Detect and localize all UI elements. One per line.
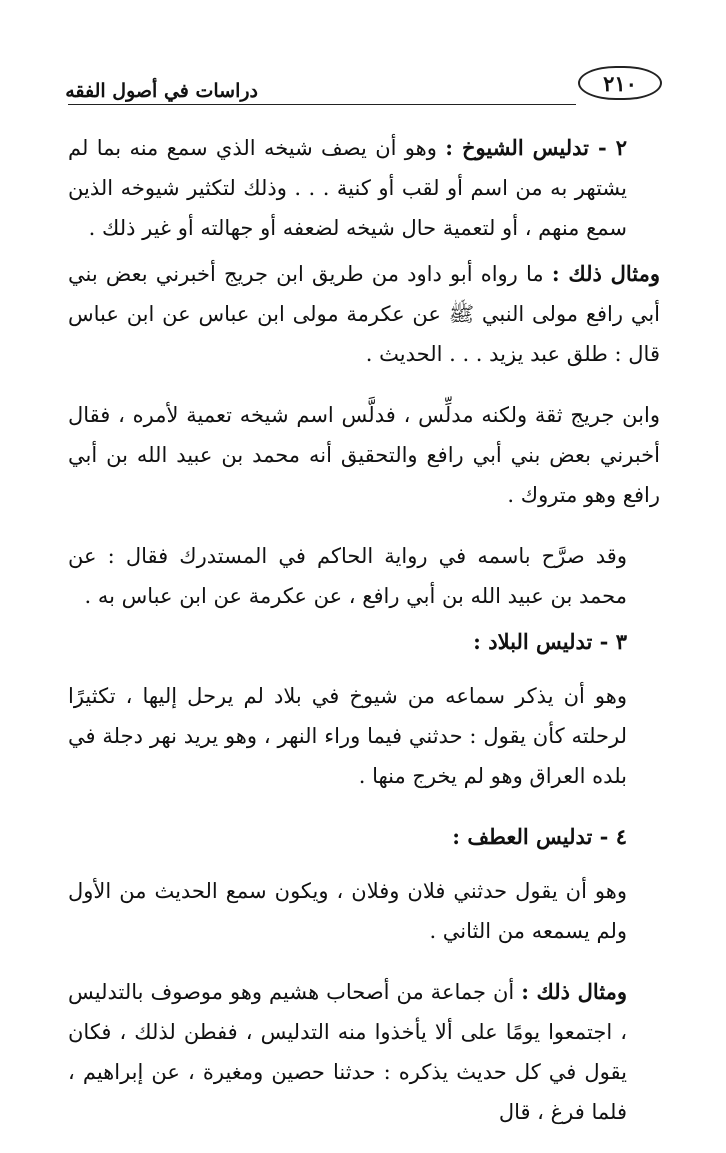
page-number: ٢١٠ xyxy=(578,66,662,100)
paragraph-example-2 xyxy=(68,972,660,1132)
paragraph-text: وابن جريج ثقة ولكنه مدلِّس ، فدلَّس اسم شيخه تعمية لأمره ، فقال أخبرني بعض بني أبي رافع والتحقيق أنه محمد بن عبيد الله بن أبي رافع وهو متروك . xyxy=(68,403,660,507)
paragraph-example-1 xyxy=(68,254,660,374)
paragraph-text: وهو أن يصف شيخه الذي سمع منه بما لم يشتهر به من اسم أو لقب أو كنية . . . وذلك لتكثير شيوخه الذين سمع منهم ، أو لتعمية حال شيخه لضعفه أو جهالته أو غير ذلك . xyxy=(68,136,627,240)
running-title: دراسات في أصول الفقه xyxy=(65,80,258,102)
heading-atf: ٤ - تدليس العطف : xyxy=(452,824,627,849)
paragraph-atf xyxy=(68,871,660,951)
paragraph-text: ما رواه أبو داود من طريق ابن جريج أخبرني بعض بني أبي رافع مولى النبي ﷺ عن عكرمة مولى ابن عباس عن ابن عباس قال : طلق عبد يزيد . . . الحديث . xyxy=(68,262,660,366)
paragraph-text: أن جماعة من أصحاب هشيم وهو موصوف بالتدليس ، اجتمعوا يومًا على ألا يأخذوا منه التدليس ، ففطن لذلك ، فكان يقول في كل حديث يذكره : حدثنا حصين ومغيرة ، عن إبراهيم ، فلما فرغ ، قال xyxy=(68,980,627,1124)
paragraph-lead: ومثال ذلك : xyxy=(551,261,660,286)
paragraph-lead: ومثال ذلك : xyxy=(521,979,627,1004)
header-rule xyxy=(68,104,576,105)
paragraph-ibn-jurayj xyxy=(68,395,660,515)
paragraph-hakim xyxy=(68,536,660,616)
paragraph-lead: ٢ - تدليس الشيوخ : xyxy=(445,135,627,160)
page-header xyxy=(65,66,658,106)
heading-bilad: ٣ - تدليس البلاد : xyxy=(473,629,627,654)
paragraph-text: وهو أن يقول حدثني فلان وفلان ، ويكون سمع الحديث من الأول ولم يسمعه من الثاني . xyxy=(68,879,627,943)
paragraph-bilad xyxy=(68,676,660,796)
paragraph-text: وقد صرَّح باسمه في رواية الحاكم في المستدرك فقال : عن محمد بن عبيد الله بن أبي رافع ، عن عكرمة عن ابن عباس به . xyxy=(68,544,627,608)
paragraph-text: وهو أن يذكر سماعه من شيوخ في بلاد لم يرحل إليها ، تكثيرًا لرحلته كأن يقول : حدثني فيما وراء النهر ، وهو يريد نهر دجلة في بلده العراق وهو لم يخرج منها . xyxy=(68,684,627,788)
page-body xyxy=(68,128,660,1153)
paragraph-shuyukh xyxy=(68,128,660,248)
